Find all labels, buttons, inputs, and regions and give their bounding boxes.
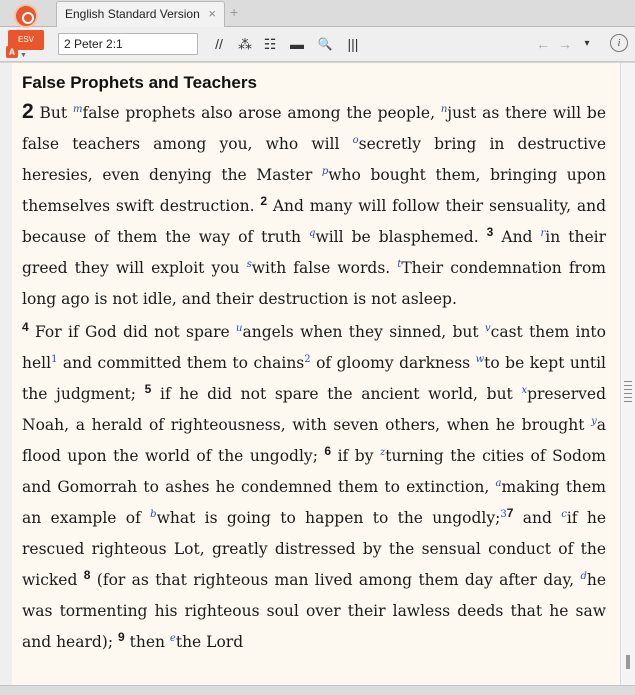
verse-text: and [513,509,562,527]
verse-text: to be kept until the judgment; [22,354,606,403]
verse-text: And [493,228,541,246]
cross-reference[interactable]: t [397,258,402,270]
verse-text: will be blasphemed. [315,228,487,246]
verse-number: 2 [260,193,268,208]
verse-text: the Lord [175,633,244,651]
verse-number: 6 [324,443,332,458]
cross-reference[interactable]: d [580,570,587,582]
tab-english-standard-version[interactable] [56,1,225,27]
verse-number: 7 [506,505,514,520]
verse-text: false prophets also arose among the people, [82,104,441,122]
vertical-scrollbar[interactable] [620,63,635,685]
verse-text: and committed them to chains [57,354,305,372]
scroll-thumb-grip[interactable] [624,381,632,405]
verse-text: of gloomy darkness [310,354,476,372]
verse-text: who bought them, bringing upon themselves swift destruction. [22,166,606,215]
verse-text: But [33,104,73,122]
verse-text: (for as that righteous man lived among them day after day, [90,571,581,589]
bottom-edge [0,685,635,695]
footnote-marker[interactable]: 2 [304,353,311,365]
verse-text: a flood upon the world of the ungodly; [22,416,606,465]
verse-text: Their condemnation from long ago is not idle, and their destruction is not asleep. [22,259,606,308]
passage-text [22,71,606,658]
info-icon[interactable]: i [610,34,628,52]
paragraph-1 [22,96,606,315]
verse-text: cast them into hell [22,323,606,372]
reference-input[interactable] [58,33,198,55]
verse-text: angels when they sinned, but [242,323,485,341]
footnote-marker[interactable]: 1 [51,353,58,365]
cross-reference[interactable]: z [379,446,386,458]
verse-text: he was tormenting his righteous soul over their lawless deeds that he saw and heard); [22,571,606,651]
cross-reference[interactable]: b [150,508,157,520]
search-icon[interactable]: 🔍 [317,37,333,51]
parallel-resources-icon[interactable]: // [215,36,223,52]
verse-text: secretly bring in destructive heresies, even denying the Master [22,135,606,184]
cross-reference[interactable]: q [309,227,316,239]
verse-text: what is going to happen to the ungodly; [156,509,501,527]
chevron-down-icon: ▼ [20,52,27,59]
verse-text: then [124,633,170,651]
verse-text: preserved Noah, a herald of righteousness, with seven others, when he brought [22,385,606,434]
verse-text: if he rescued righteous Lot, greatly distressed by the sensual conduct of the wicked [22,509,607,589]
outline-icon[interactable]: ☷ [263,36,277,52]
cross-reference[interactable]: r [540,227,546,239]
resource-badge: A [6,46,18,58]
new-tab-icon[interactable]: + [230,4,239,20]
cross-reference[interactable]: v [484,322,491,334]
logos-icon [14,4,38,28]
verse-text: turning the cities of Sodom and Gomorrah to ashes he condemned them to extinction, [22,447,607,496]
paragraph-2 [22,317,606,658]
verse-text: if by [331,447,380,465]
cross-reference[interactable]: m [72,103,83,115]
resource-logo-button[interactable] [4,4,48,60]
cross-reference[interactable]: w [475,353,485,365]
footnote-marker[interactable]: 3 [500,508,507,520]
verse-text: And many will follow their sensuality, and because of them the way of truth [22,197,606,246]
verse-text: if he did not spare the ancient world, but [151,385,522,403]
history-menu-icon[interactable]: ▾ [584,38,590,49]
cross-reference[interactable]: a [495,477,502,489]
verse-text: with false words. [251,259,398,277]
people-icon[interactable]: ⁂ [238,36,252,52]
left-margin [0,63,12,685]
cross-reference[interactable]: y [591,415,597,427]
reading-pane [12,63,620,685]
cross-reference[interactable]: e [169,632,176,644]
verse-text: making them an example of [22,478,607,527]
chapter-number: 2 [22,100,34,123]
verse-number: 9 [118,629,125,644]
columns-icon[interactable]: ||| [347,36,359,52]
forward-arrow-icon[interactable]: → [558,36,572,52]
cross-reference[interactable]: c [561,508,567,520]
cross-reference[interactable]: u [236,322,243,334]
tab-strip [0,0,635,27]
verse-number: 4 [22,319,29,334]
back-arrow-icon[interactable]: ← [536,36,550,52]
toolbar [0,27,635,62]
verse-number: 3 [486,224,494,239]
panel-icon[interactable]: ▬ [290,36,304,52]
cross-reference[interactable]: o [352,134,359,146]
verse-text: just as there will be false teachers among you, who will [22,104,606,153]
cross-reference[interactable]: p [321,165,329,177]
cross-reference[interactable]: x [521,384,528,396]
close-icon[interactable]: × [208,6,216,21]
section-heading: False Prophets and Teachers [22,73,257,92]
resource-label: ESV [8,30,44,50]
scroll-position-marker [626,655,630,669]
verse-number: 5 [144,381,152,396]
verse-number: 8 [83,567,91,582]
tab-title: English Standard Version [65,7,200,21]
cross-reference[interactable]: s [246,258,252,270]
cross-reference[interactable]: n [440,103,448,115]
verse-text: For if God did not spare [28,323,237,341]
verse-text: in their greed they will exploit you [22,228,607,277]
